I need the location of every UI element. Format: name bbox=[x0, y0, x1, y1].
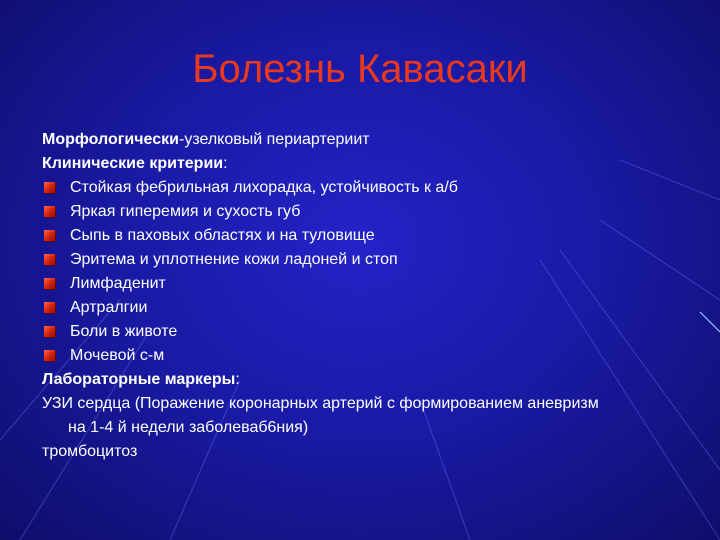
ultrasound-line bbox=[42, 392, 692, 440]
square-bullet-icon bbox=[44, 230, 55, 241]
bullet-item bbox=[42, 200, 692, 224]
square-bullet-icon bbox=[44, 182, 55, 193]
bullet-text: Эритема и уплотнение кожи ладоней и стоп bbox=[70, 251, 398, 268]
square-bullet-icon bbox=[44, 350, 55, 361]
slide-title: Болезнь Кавасаки bbox=[192, 47, 528, 91]
bullet-item bbox=[42, 176, 692, 200]
square-bullet-icon bbox=[44, 278, 55, 289]
label-rest: : bbox=[235, 371, 240, 388]
bullet-item bbox=[42, 272, 692, 296]
square-bullet-icon bbox=[44, 254, 55, 265]
bullet-item bbox=[42, 296, 692, 320]
ultrasound-text: УЗИ сердца (Поражение коронарных артерий с формированием аневризм bbox=[42, 395, 599, 412]
bullet-text: Мочевой с-м bbox=[70, 347, 165, 364]
bullet-item bbox=[42, 344, 692, 368]
bullet-text: Сыпь в паховых областях и на туловище bbox=[70, 227, 375, 244]
slide-body bbox=[42, 128, 692, 464]
square-bullet-icon bbox=[44, 302, 55, 313]
bullet-text: Стойкая фебрильная лихорадка, устойчивость к а/б bbox=[70, 179, 458, 196]
label-bold: Морфологически bbox=[42, 131, 179, 148]
square-bullet-icon bbox=[44, 326, 55, 337]
morphology-line bbox=[42, 128, 692, 152]
label-bold: Лабораторные маркеры bbox=[42, 371, 236, 388]
label-rest: -узелковый периартериит bbox=[178, 131, 370, 148]
bullet-item bbox=[42, 248, 692, 272]
section-label bbox=[42, 368, 692, 392]
ultrasound-text-continued: на 1-4 й недели заболеваб6ния) bbox=[68, 419, 309, 436]
bullet-text: Яркая гиперемия и сухость губ bbox=[70, 203, 301, 220]
label-rest: : bbox=[223, 155, 228, 172]
bullet-text: Боли в животе bbox=[70, 323, 178, 340]
bullet-text: Лимфаденит bbox=[70, 275, 166, 292]
label-bold: Клинические критерии bbox=[42, 155, 224, 172]
bullet-text: Артралгии bbox=[70, 299, 148, 316]
bullet-item bbox=[42, 224, 692, 248]
square-bullet-icon bbox=[44, 206, 55, 217]
plain-line: тромбоцитоз bbox=[42, 443, 138, 460]
bullet-item bbox=[42, 320, 692, 344]
section-label bbox=[42, 152, 692, 176]
